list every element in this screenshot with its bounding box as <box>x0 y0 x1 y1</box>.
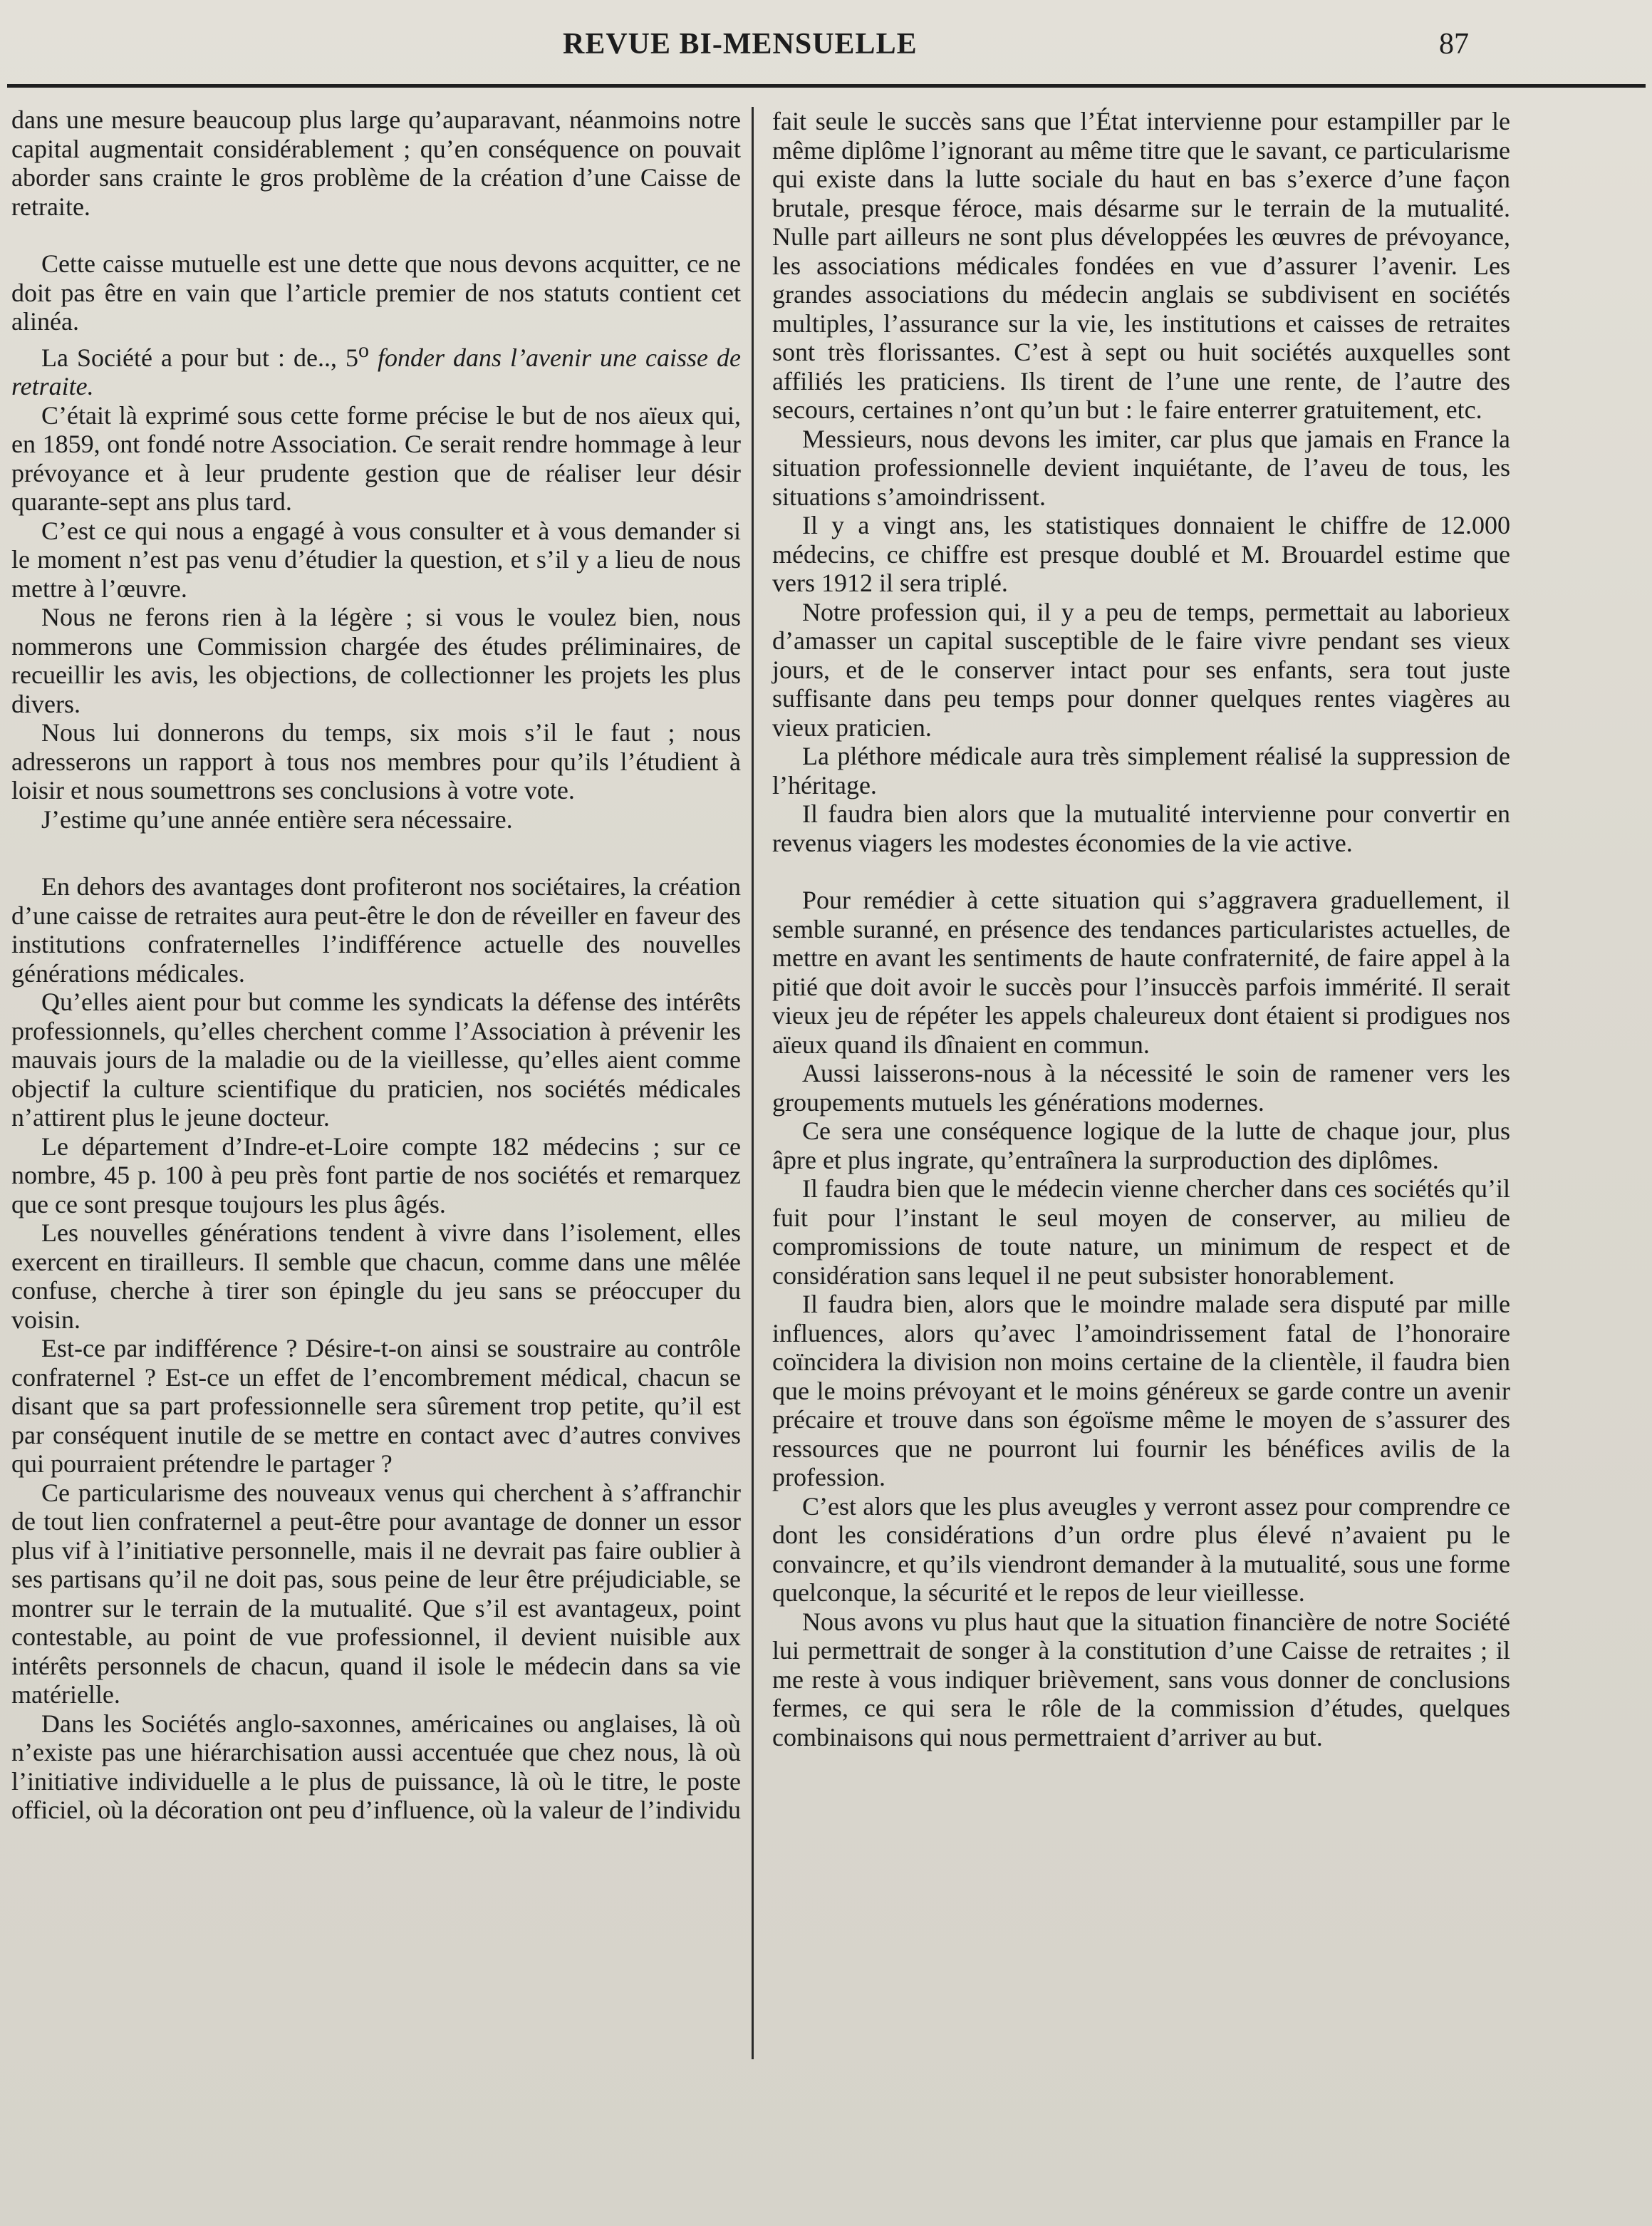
paragraph: fait seule le succès sans que l’État intervienne pour estampiller par le même diplôme l’ignorant au même titre que le savant, ce particularisme qui existe dans la lutte sociale du haut en bas s’exerce d’une façon brutale, presque féroce, mais désarme sur le terrain de la mutualité. Nulle part ailleurs ne sont plus développées les œuvres de prévoyance, les associations médicales fondées en vue d’assurer l’avenir. Les grandes associations du médecin anglais se subdivisent en sociétés multiples, l’assurance sur la vie, les institutions et caisses de retraites sont très florissantes. C’est à sept ou huit sociétés auxquelles sont affiliés les praticiens. Ils tirent de l’une une rente, de l’autre des secours, certaines n’ont qu’un but : le faire enterrer gratuitement, etc. <box>772 107 1510 424</box>
paragraph: Pour remédier à cette situation qui s’aggravera graduellement, il semble suranné, en présence des tendances particularistes actuelles, de mettre en avant les sentiments de haute confraternité, de faire appel à la pitié que doit avoir le succès pour l’insuccès parfois immérité. Il serait vieux jeu de répéter les appels chaleureux dont étaient si prodigues nos aïeux quand ils dînaient en commun. <box>772 886 1510 1059</box>
paragraph: Il y a vingt ans, les statistiques donnaient le chiffre de 12.000 médecins, ce chiffre est presque doublé et M. Brouardel estime que vers 1912 il sera triplé. <box>772 511 1510 597</box>
page-header <box>0 27 1652 70</box>
paragraph: Nous lui donnerons du temps, six mois s’il le faut ; nous adresserons un rapport à tous nos membres pour qu’ils l’étudient à loisir et nous soumettrons ses conclusions à votre vote. <box>11 718 741 804</box>
paragraph: Est-ce par indifférence ? Désire-t-on ainsi se soustraire au contrôle confraternel ? Est-ce un effet de l’encombrement médical, chacun se disant que sa part professionnelle sera sûrement trop petite, qu’il est par conséquent inutile de se mettre en contact avec d’autres convives qui pourraient prétendre le partager ? <box>11 1334 741 1478</box>
paragraph: Le département d’Indre-et-Loire compte 182 médecins ; sur ce nombre, 45 p. 100 à peu près font partie de nos sociétés et remarquez que ce sont presque toujours les plus âgés. <box>11 1132 741 1218</box>
paragraph: C’était là exprimé sous cette forme précise le but de nos aïeux qui, en 1859, ont fondé notre Association. Ce serait rendre hommage à leur prévoyance et à leur prudente gestion que de réaliser leur désir quarante-sept ans plus tard. <box>11 400 741 516</box>
paragraph: Ce particularisme des nouveaux venus qui cherchent à s’affranchir de tout lien confraternel a peut-être pour avantage de donner un essor plus vif à l’initiative personnelle, mais il ne devrait pas faire oublier à ses partisans qu’il ne doit pas, sous peine de leur être préjudiciable, se montrer sur le terrain de la mutualité. Que s’il est avantageux, point contestable, au point de vue professionnel, il devient nuisible aux intérêts personnels de chacun, quand il isole le médecin dans sa vie matérielle. <box>11 1478 741 1709</box>
paragraph: Qu’elles aient pour but comme les syndicats la défense des intérêts professionnels, qu’elles cherchent comme l’Association à prévenir les mauvais jours de la maladie ou de la vieillesse, qu’elles aient comme objectif la culture scientifique du praticien, nos sociétés médicales n’attirent plus le jeune docteur. <box>11 988 741 1132</box>
right-column <box>772 107 1510 1751</box>
paragraph: C’est ce qui nous a engagé à vous consulter et à vous demander si le moment n’est pas venu d’étudier la question, et s’il y a lieu de nous mettre à l’œuvre. <box>11 516 741 603</box>
column-divider <box>752 107 754 2059</box>
running-title: REVUE BI-MENSUELLE <box>563 28 918 61</box>
paragraph: Il faudra bien, alors que le moindre malade sera disputé par mille influences, alors qu’avec l’amoindrissement fatal de l’honoraire coïncidera la division non moins certaine de la clientèle, il faudra bien que le moins prévoyant et le moins généreux se garde contre un avenir précaire et trouve dans son égoïsme même le moyen de s’assurer des ressources que ne pourront lui fournir les bénéfices avilis de la profession. <box>772 1290 1510 1491</box>
paragraph: Ce sera une conséquence logique de la lutte de chaque jour, plus âpre et plus ingrate, qu’entraînera la surproduction des diplômes. <box>772 1117 1510 1174</box>
paragraph: dans une mesure beaucoup plus large qu’auparavant, néanmoins notre capital augmentait considérablement ; qu’en conséquence on pouvait aborder sans crainte le gros problème de la création d’une Caisse de retraite. <box>11 105 741 221</box>
paragraph: Notre profession qui, il y a peu de temps, permettait au laborieux d’amasser un capital susceptible de le faire vivre pendant ses vieux jours, et de le conserver intact pour ses enfants, sera tout juste suffisante dans peu temps pour donner quelques rentes viagères au vieux praticien. <box>772 597 1510 742</box>
paragraph: Aussi laisserons-nous à la nécessité le soin de ramener vers les groupements mutuels les générations modernes. <box>772 1059 1510 1117</box>
paragraph: La pléthore médicale aura très simplement réalisé la suppression de l’héritage. <box>772 742 1510 799</box>
paragraph: Nous avons vu plus haut que la situation financière de notre Société lui permettrait de songer à la constitution d’une Caisse de retraites ; il me reste à vous indiquer brièvement, sans vous donner de conclusions fermes, ce qui sera le rôle de la commission d’études, quelques combinaisons qui nous permettraient d’arriver au but. <box>772 1607 1510 1751</box>
left-column <box>11 105 741 1825</box>
page-number: 87 <box>1439 28 1469 61</box>
superscript: o <box>358 338 369 362</box>
paragraph: Dans les Sociétés anglo-saxonnes, américaines ou anglaises, là où n’existe pas une hiérarchisation aussi accentuée que chez nous, là où l’initiative individuelle a le plus de puissance, là où le titre, le poste officiel, où la décoration ont peu d’influence, où la valeur de l’individu <box>11 1709 741 1824</box>
paragraph: Les nouvelles générations tendent à vivre dans l’isolement, elles exercent en tirailleurs. Il semble que chacun, comme dans une mêlée confuse, cherche à tirer son épingle du jeu sans se préoccuper du voisin. <box>11 1218 741 1334</box>
paragraph: En dehors des avantages dont profiteront nos sociétaires, la création d’une caisse de retraites aura peut-être le don de réveiller en faveur des institutions confraternelles l’indifférence actuelle des nouvelles générations médicales. <box>11 872 741 988</box>
paragraph-quote <box>11 336 741 401</box>
paragraph: Nous ne ferons rien à la légère ; si vous le voulez bien, nous nommerons une Commission chargée des études préliminaires, de recueillir les avis, les objections, de collectionner les projets les plus divers. <box>11 603 741 718</box>
header-rule <box>7 84 1646 88</box>
quote-text: La Société a pour but : de.., 5 <box>41 343 358 372</box>
quote-italic: fonder dans l’avenir une caisse de retraite. <box>11 343 741 400</box>
paragraph: Messieurs, nous devons les imiter, car plus que jamais en France la situation professionnelle devient inquiétante, de l’aveu de tous, les situations s’amoindrissent. <box>772 424 1510 511</box>
paragraph: Cette caisse mutuelle est une dette que nous devons acquitter, ce ne doit pas être en vain que l’article premier de nos statuts contient cet alinéa. <box>11 249 741 336</box>
paragraph: Il faudra bien que le médecin vienne chercher dans ces sociétés qu’il fuit pour l’instant le seul moyen de conserver, au milieu de compromissions de toute nature, un minimum de respect et de considération sans lequel il ne peut subsister honorablement. <box>772 1174 1510 1290</box>
paragraph: J’estime qu’une année entière sera nécessaire. <box>41 804 513 834</box>
paragraph: C’est alors que les plus aveugles y verront assez pour comprendre ce dont les considérations d’un ordre plus élevé n’avaient pu le convaincre, et qu’ils viendront demander à la mutualité, sous une forme quelconque, la sécurité et le repos de leur vieillesse. <box>772 1491 1510 1607</box>
paragraph: Il faudra bien alors que la mutualité intervienne pour convertir en revenus viagers les modestes économies de la vie active. <box>772 799 1510 857</box>
